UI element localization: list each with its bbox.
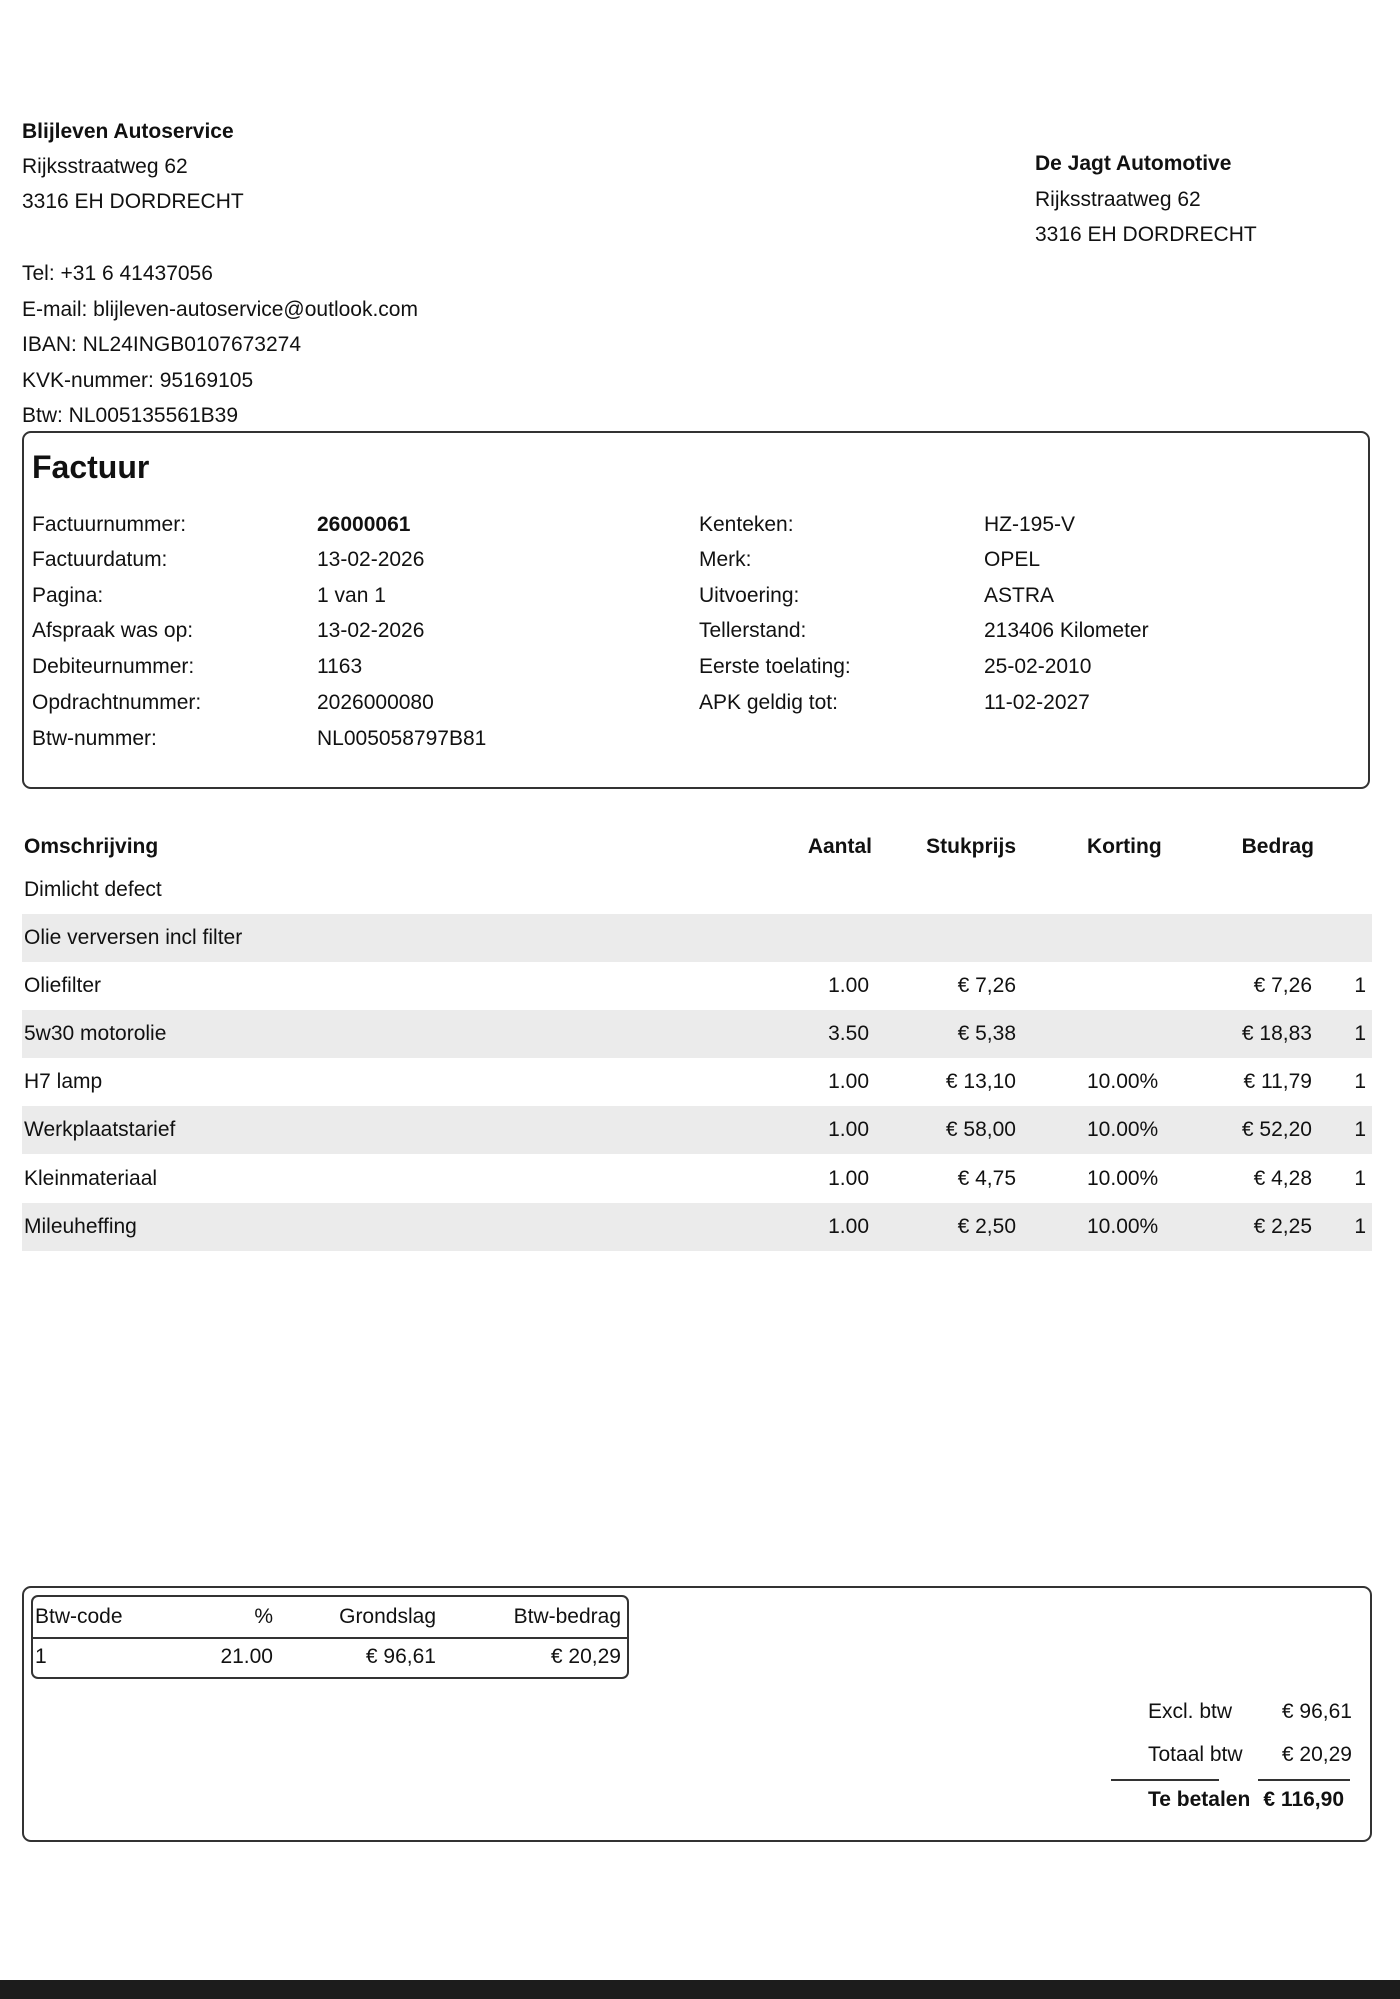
amount-due-value: € 116,90	[1263, 1788, 1344, 1811]
info-label: Kenteken:	[699, 513, 794, 536]
row-amount: € 52,20	[1241, 1118, 1312, 1141]
sender-kvk: KVK-nummer: 95169105	[22, 369, 254, 392]
header-discount: Korting	[1087, 835, 1162, 858]
order-number: 2026000080	[317, 691, 434, 714]
sender-email: E-mail: blijleven-autoservice@outlook.com	[22, 298, 418, 321]
vat-table-header	[33, 1597, 627, 1639]
info-label: Factuurdatum:	[32, 548, 168, 571]
recipient-street: Rijksstraatweg 62	[1035, 188, 1201, 211]
row-quantity: 1.00	[828, 1070, 869, 1093]
invoice-title: Factuur	[32, 449, 150, 485]
row-amount: € 11,79	[1243, 1070, 1312, 1093]
sender-city: 3316 EH DORDRECHT	[22, 190, 244, 213]
info-row	[24, 513, 1368, 547]
info-row	[24, 619, 1368, 653]
table-row	[22, 1106, 1372, 1154]
table-row	[22, 1058, 1372, 1106]
header-unit-price: Stukprijs	[926, 835, 1016, 858]
vat-table-row	[33, 1637, 627, 1677]
row-description: H7 lamp	[24, 1070, 103, 1093]
row-amount: € 4,28	[1253, 1167, 1312, 1190]
row-vat-code: 1	[1354, 974, 1366, 997]
vat-amount: € 20,29	[550, 1645, 621, 1668]
info-label: Btw-nummer:	[32, 727, 157, 750]
table-row	[22, 1155, 1372, 1203]
table-row	[22, 866, 1372, 914]
total-vat-label: Totaal btw	[1148, 1743, 1243, 1766]
excl-vat-value: € 96,61	[1281, 1700, 1352, 1723]
row-unit-price: € 58,00	[945, 1118, 1016, 1141]
info-label: APK geldig tot:	[699, 691, 838, 714]
odometer: 213406 Kilometer	[984, 619, 1149, 642]
row-description: Kleinmateriaal	[24, 1167, 158, 1190]
page-number: 1 van 1	[317, 584, 386, 607]
header-description: Omschrijving	[24, 835, 159, 858]
vat-number: NL005058797B81	[317, 727, 487, 750]
table-row	[22, 914, 1372, 962]
vat-header-amount: Btw-bedrag	[513, 1605, 621, 1628]
row-unit-price: € 5,38	[957, 1022, 1016, 1045]
row-vat-code: 1	[1354, 1022, 1366, 1045]
info-label: Eerste toelating:	[699, 655, 851, 678]
row-vat-code: 1	[1354, 1215, 1366, 1238]
vat-header-code: Btw-code	[35, 1605, 123, 1628]
row-description: Dimlicht defect	[24, 878, 162, 901]
sender-tel: Tel: +31 6 41437056	[22, 262, 213, 285]
info-row	[24, 584, 1368, 618]
debtor-number: 1163	[317, 655, 363, 678]
vat-header-base: Grondslag	[339, 1605, 436, 1628]
row-quantity: 1.00	[828, 1215, 869, 1238]
appointment-date: 13-02-2026	[317, 619, 425, 642]
table-row	[22, 1203, 1372, 1251]
row-discount: 10.00%	[1087, 1167, 1159, 1190]
info-label: Debiteurnummer:	[32, 655, 195, 678]
bottom-bar	[0, 1980, 1400, 1999]
recipient-name: De Jagt Automotive	[1035, 152, 1232, 175]
row-unit-price: € 2,50	[957, 1215, 1016, 1238]
vat-header-percent: %	[254, 1605, 273, 1628]
sender-btw: Btw: NL005135561B39	[22, 404, 238, 427]
row-amount: € 2,25	[1253, 1215, 1312, 1238]
info-label: Opdrachtnummer:	[32, 691, 202, 714]
row-vat-code: 1	[1354, 1118, 1366, 1141]
sender-street: Rijksstraatweg 62	[22, 155, 188, 178]
totals-divider	[1258, 1779, 1350, 1781]
row-discount: 10.00%	[1087, 1118, 1159, 1141]
info-label: Factuurnummer:	[32, 513, 187, 536]
vat-base: € 96,61	[365, 1645, 436, 1668]
table-row	[22, 1010, 1372, 1058]
row-discount: 10.00%	[1087, 1215, 1159, 1238]
row-amount: € 7,26	[1253, 974, 1312, 997]
amount-due-label: Te betalen	[1148, 1788, 1251, 1811]
vat-summary-table	[31, 1595, 629, 1679]
invoice-date: 13-02-2026	[317, 548, 425, 571]
info-label: Afspraak was op:	[32, 619, 194, 642]
header-amount: Bedrag	[1241, 835, 1314, 858]
totals-divider	[1111, 1779, 1219, 1781]
row-description: Oliefilter	[24, 974, 102, 997]
info-row	[24, 691, 1368, 725]
first-registration: 25-02-2010	[984, 655, 1092, 678]
row-quantity: 3.50	[828, 1022, 869, 1045]
row-quantity: 1.00	[828, 1167, 869, 1190]
row-quantity: 1.00	[828, 1118, 869, 1141]
recipient-city: 3316 EH DORDRECHT	[1035, 223, 1257, 246]
row-unit-price: € 7,26	[957, 974, 1016, 997]
row-description: Mileuheffing	[24, 1215, 137, 1238]
row-description: 5w30 motorolie	[24, 1022, 167, 1045]
info-label: Uitvoering:	[699, 584, 800, 607]
info-row	[24, 548, 1368, 582]
info-row	[24, 727, 1368, 761]
row-description: Werkplaatstarief	[24, 1118, 176, 1141]
apk-valid-until: 11-02-2027	[984, 691, 1090, 714]
total-vat-value: € 20,29	[1281, 1743, 1352, 1766]
row-unit-price: € 4,75	[957, 1167, 1016, 1190]
row-discount: 10.00%	[1087, 1070, 1159, 1093]
header-quantity: Aantal	[807, 835, 872, 858]
row-description: Olie verversen incl filter	[24, 926, 243, 949]
row-amount: € 18,83	[1241, 1022, 1312, 1045]
sender-name: Blijleven Autoservice	[22, 120, 234, 143]
info-label: Merk:	[699, 548, 752, 571]
excl-vat-label: Excl. btw	[1148, 1700, 1233, 1723]
lines-table-header	[22, 830, 1372, 864]
info-label: Pagina:	[32, 584, 104, 607]
sender-iban: IBAN: NL24INGB0107673274	[22, 333, 302, 356]
info-label: Tellerstand:	[699, 619, 807, 642]
info-row	[24, 655, 1368, 689]
row-vat-code: 1	[1354, 1070, 1366, 1093]
row-vat-code: 1	[1354, 1167, 1366, 1190]
invoice-info-box	[22, 431, 1370, 789]
car-brand: OPEL	[984, 548, 1041, 571]
invoice-number: 26000061	[317, 513, 411, 536]
row-quantity: 1.00	[828, 974, 869, 997]
vat-code: 1	[35, 1645, 47, 1668]
vat-percent: 21.00	[220, 1645, 273, 1668]
license-plate: HZ-195-V	[984, 513, 1076, 536]
totals-box	[22, 1586, 1372, 1842]
row-unit-price: € 13,10	[945, 1070, 1016, 1093]
table-row	[22, 962, 1372, 1010]
car-model: ASTRA	[984, 584, 1055, 607]
